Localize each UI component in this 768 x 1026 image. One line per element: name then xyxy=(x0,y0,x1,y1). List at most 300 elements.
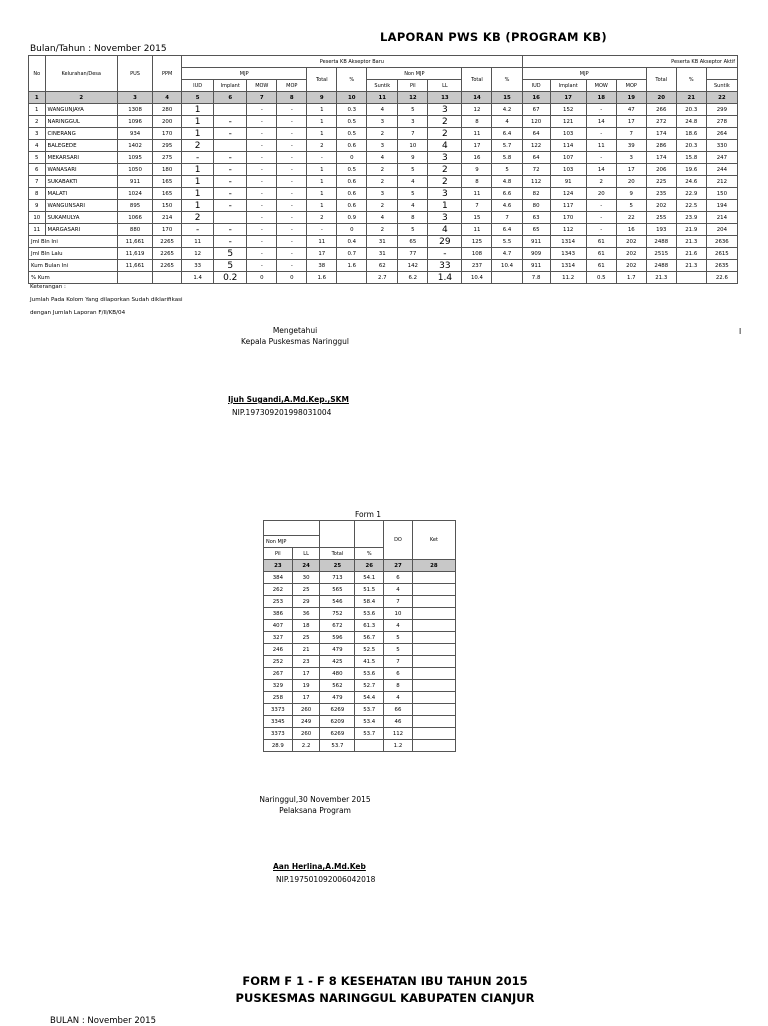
header-ppm: PPM xyxy=(153,56,182,92)
table-row xyxy=(264,716,456,728)
column-number: 7 xyxy=(247,92,277,104)
table-cell: 11,661 xyxy=(117,236,152,248)
table-cell: 16 xyxy=(616,224,646,236)
summary-row xyxy=(29,236,738,248)
column-number: 22 xyxy=(706,92,737,104)
table-cell: 204 xyxy=(706,224,737,236)
table-cell: 10.4 xyxy=(462,272,492,284)
desa-name: NARINGGUL xyxy=(45,116,117,128)
column-number: 14 xyxy=(462,92,492,104)
signature-name: Aan Herlina,A.Md.Keb xyxy=(273,862,366,871)
table-cell: 2 xyxy=(367,200,398,212)
table-cell: - xyxy=(214,236,247,248)
table-cell: 286 xyxy=(646,140,676,152)
table-cell: 2 xyxy=(586,176,616,188)
table-cell xyxy=(153,272,182,284)
table-cell: 2 xyxy=(428,164,462,176)
table-cell: 2 xyxy=(367,164,398,176)
table-cell: 9 xyxy=(29,200,46,212)
table-cell: 17 xyxy=(292,668,320,680)
column-number: 18 xyxy=(586,92,616,104)
table-cell: 51.5 xyxy=(355,584,384,596)
table-cell: 2488 xyxy=(646,260,676,272)
column-number: 23 xyxy=(264,560,293,572)
table-cell: 384 xyxy=(264,572,293,584)
table-cell: - xyxy=(277,236,307,248)
notes-line: dengan Jumlah Laporan F/II/KB/04 xyxy=(30,310,126,316)
table-cell: 2635 xyxy=(706,260,737,272)
table-cell: 895 xyxy=(117,200,152,212)
form1-header-pil: Pil xyxy=(264,548,293,560)
table-cell: 0 xyxy=(247,272,277,284)
table-cell: 206 xyxy=(646,164,676,176)
table-cell xyxy=(412,584,455,596)
table-cell: 1 xyxy=(307,164,337,176)
desa-name: MEKARSARI xyxy=(45,152,117,164)
table-cell: 1314 xyxy=(550,236,586,248)
table-cell: 2 xyxy=(182,140,214,152)
table-row xyxy=(264,596,456,608)
table-cell xyxy=(412,668,455,680)
table-cell: 122 xyxy=(522,140,550,152)
notes xyxy=(30,283,290,318)
table-cell: 244 xyxy=(706,164,737,176)
table-cell: 124 xyxy=(550,188,586,200)
table-cell: 22.6 xyxy=(706,272,737,284)
table-cell: 170 xyxy=(550,212,586,224)
table-cell: 295 xyxy=(153,140,182,152)
table-row xyxy=(29,224,738,236)
table-cell: 1096 xyxy=(117,116,152,128)
header-desa: Kelurahan/Desa xyxy=(45,56,117,92)
table-cell: - xyxy=(247,152,277,164)
table-cell: 4.8 xyxy=(492,176,522,188)
table-cell: 15.8 xyxy=(676,152,706,164)
table-cell: 1402 xyxy=(117,140,152,152)
table-cell: 4 xyxy=(29,140,46,152)
table-cell: 4 xyxy=(398,176,428,188)
table-cell: 14 xyxy=(586,116,616,128)
table-cell: 3373 xyxy=(264,728,293,740)
table-cell: 5 xyxy=(492,164,522,176)
header-implant-aktif: Implant xyxy=(550,80,586,92)
table-cell: 880 xyxy=(117,224,152,236)
table-cell: 9 xyxy=(616,188,646,200)
report-title: LAPORAN PWS KB (PROGRAM KB) xyxy=(380,30,607,44)
table-cell: 11 xyxy=(29,224,46,236)
table-cell: 0.6 xyxy=(337,200,367,212)
summary-label: Kum Bulan Ini xyxy=(29,260,118,272)
table-cell: 22.5 xyxy=(676,200,706,212)
column-number: 5 xyxy=(182,92,214,104)
column-number: 8 xyxy=(277,92,307,104)
table-cell: 64 xyxy=(522,152,550,164)
table-cell: 1 xyxy=(182,128,214,140)
table-cell: 33 xyxy=(428,260,462,272)
summary-label: % Kum xyxy=(29,272,118,284)
table-cell: 407 xyxy=(264,620,293,632)
table-cell: 713 xyxy=(320,572,355,584)
table-cell: 11 xyxy=(182,236,214,248)
table-cell: 65 xyxy=(398,236,428,248)
table-cell: 237 xyxy=(462,260,492,272)
table-cell: 266 xyxy=(646,104,676,116)
table-cell: 262 xyxy=(264,584,293,596)
table-cell: 10 xyxy=(384,608,413,620)
table-cell: 103 xyxy=(550,128,586,140)
table-cell: 255 xyxy=(646,212,676,224)
table-cell: 7 xyxy=(384,656,413,668)
header-mjp-aktif: MJP xyxy=(522,68,646,80)
table-cell: - xyxy=(277,116,307,128)
table-cell: 5 xyxy=(29,152,46,164)
table-cell: 214 xyxy=(153,212,182,224)
table-cell: 280 xyxy=(153,104,182,116)
table-cell: 3 xyxy=(367,116,398,128)
table-cell: 52.7 xyxy=(355,680,384,692)
table-cell: 1.6 xyxy=(307,272,337,284)
header-total: Total xyxy=(307,68,337,92)
table-cell: 1.4 xyxy=(182,272,214,284)
table-cell: - xyxy=(214,116,247,128)
table-cell: - xyxy=(214,224,247,236)
table-cell xyxy=(412,644,455,656)
table-cell: 31 xyxy=(367,236,398,248)
table-row xyxy=(29,200,738,212)
table-cell: 9 xyxy=(462,164,492,176)
table-cell: 6 xyxy=(29,164,46,176)
header-suntik: Suntik xyxy=(367,80,398,92)
table-cell: 479 xyxy=(320,644,355,656)
table-cell: - xyxy=(247,212,277,224)
table-cell: 5 xyxy=(616,200,646,212)
table-cell: 4.7 xyxy=(492,248,522,260)
table-cell: 25 xyxy=(292,632,320,644)
table-cell: 1.7 xyxy=(616,272,646,284)
table-cell: 2 xyxy=(307,212,337,224)
table-cell: - xyxy=(247,128,277,140)
table-cell: 22 xyxy=(616,212,646,224)
table-cell: 752 xyxy=(320,608,355,620)
table-cell: 17 xyxy=(292,692,320,704)
table-row xyxy=(29,104,738,116)
header-akseptor-baru: Peserta KB Akseptor Baru xyxy=(182,56,523,68)
table-cell xyxy=(412,656,455,668)
table-cell: 2 xyxy=(307,140,337,152)
summary-row xyxy=(29,272,738,284)
table-cell: 5 xyxy=(384,632,413,644)
table-cell: 0 xyxy=(337,224,367,236)
table-cell xyxy=(214,140,247,152)
table-cell: 5 xyxy=(398,188,428,200)
table-cell: 4 xyxy=(492,116,522,128)
table-cell: - xyxy=(277,200,307,212)
table-cell: 1050 xyxy=(117,164,152,176)
table-cell xyxy=(412,596,455,608)
table-cell: - xyxy=(277,176,307,188)
table-cell: 52.5 xyxy=(355,644,384,656)
table-cell: 272 xyxy=(646,116,676,128)
table-cell: - xyxy=(247,176,277,188)
table-cell: 11 xyxy=(462,224,492,236)
table-cell: 82 xyxy=(522,188,550,200)
desa-name: SUKAMULYA xyxy=(45,212,117,224)
table-cell: 252 xyxy=(264,656,293,668)
summary-row xyxy=(29,260,738,272)
table-cell: 91 xyxy=(550,176,586,188)
table-cell: - xyxy=(247,164,277,176)
table-row xyxy=(264,632,456,644)
table-cell: 565 xyxy=(320,584,355,596)
table-cell: 11.2 xyxy=(550,272,586,284)
column-number: 4 xyxy=(153,92,182,104)
table-cell: 33 xyxy=(182,260,214,272)
table-cell: 425 xyxy=(320,656,355,668)
main-report-table xyxy=(28,55,738,284)
column-number: 13 xyxy=(428,92,462,104)
table-cell: 6 xyxy=(384,668,413,680)
table-cell: 150 xyxy=(706,188,737,200)
signature-block-head xyxy=(200,326,390,346)
header-no: No xyxy=(29,56,46,92)
table-cell: 1 xyxy=(307,116,337,128)
table-cell: 2 xyxy=(428,176,462,188)
table-cell: 180 xyxy=(153,164,182,176)
column-number: 1 xyxy=(29,92,46,104)
table-cell: 4 xyxy=(428,224,462,236)
table-cell: 12 xyxy=(182,248,214,260)
table-row xyxy=(29,188,738,200)
table-cell: 61 xyxy=(586,260,616,272)
table-cell: 0.5 xyxy=(337,116,367,128)
table-cell: 0.5 xyxy=(586,272,616,284)
table-cell: 1343 xyxy=(550,248,586,260)
table-cell: 20 xyxy=(586,188,616,200)
table-cell: 247 xyxy=(706,152,737,164)
header-mow-aktif: MOW xyxy=(586,80,616,92)
table-cell: 4 xyxy=(384,584,413,596)
table-cell xyxy=(412,740,455,752)
desa-name: BALEGEDE xyxy=(45,140,117,152)
table-cell: 2 xyxy=(428,128,462,140)
table-cell: 0.3 xyxy=(337,104,367,116)
table-cell xyxy=(214,212,247,224)
table-cell: 53.6 xyxy=(355,608,384,620)
table-cell: 4 xyxy=(384,620,413,632)
table-cell: 77 xyxy=(398,248,428,260)
header-mop: MOP xyxy=(277,80,307,92)
table-cell: 24.8 xyxy=(676,116,706,128)
table-cell: 2488 xyxy=(646,236,676,248)
table-cell: - xyxy=(277,152,307,164)
table-cell: 25 xyxy=(292,584,320,596)
table-cell: - xyxy=(277,260,307,272)
table-cell: 23 xyxy=(292,656,320,668)
table-cell: 1314 xyxy=(550,260,586,272)
table-cell: 21 xyxy=(292,644,320,656)
table-cell: 170 xyxy=(153,128,182,140)
table-cell: 29 xyxy=(428,236,462,248)
column-number: 17 xyxy=(550,92,586,104)
table-cell: 2265 xyxy=(153,236,182,248)
table-cell: 3 xyxy=(398,116,428,128)
column-number: 15 xyxy=(492,92,522,104)
column-number: 20 xyxy=(646,92,676,104)
table-cell: 193 xyxy=(646,224,676,236)
table-cell: 21.3 xyxy=(676,260,706,272)
table-cell: 165 xyxy=(153,188,182,200)
table-row xyxy=(264,740,456,752)
table-cell: - xyxy=(307,152,337,164)
footer-line: PUSKESMAS NARINGGUL KABUPATEN CIANJUR xyxy=(235,991,535,1005)
table-cell: 1 xyxy=(428,200,462,212)
form1-header-percent: % xyxy=(355,548,384,560)
table-cell: 41.5 xyxy=(355,656,384,668)
table-cell: 1.6 xyxy=(337,260,367,272)
table-cell: 0.6 xyxy=(337,140,367,152)
table-cell: 562 xyxy=(320,680,355,692)
table-cell: 3 xyxy=(428,188,462,200)
form1-header-non-mjp: Non MJP xyxy=(264,536,320,548)
table-cell: 3 xyxy=(428,104,462,116)
table-cell: 2 xyxy=(182,212,214,224)
column-number: 24 xyxy=(292,560,320,572)
summary-row xyxy=(29,248,738,260)
table-cell: 4 xyxy=(428,140,462,152)
table-cell: 80 xyxy=(522,200,550,212)
table-cell: - xyxy=(277,188,307,200)
table-cell: 29 xyxy=(292,596,320,608)
footer-title xyxy=(200,973,570,1007)
table-row xyxy=(29,164,738,176)
table-cell: 2615 xyxy=(706,248,737,260)
table-cell: 22.9 xyxy=(676,188,706,200)
table-cell: - xyxy=(277,104,307,116)
table-cell: 47 xyxy=(616,104,646,116)
table-row xyxy=(29,116,738,128)
table-cell: 54.4 xyxy=(355,692,384,704)
table-cell: 53.7 xyxy=(320,740,355,752)
table-cell: 327 xyxy=(264,632,293,644)
table-cell: - xyxy=(307,224,337,236)
table-cell: 2 xyxy=(29,116,46,128)
table-cell xyxy=(412,680,455,692)
table-cell: 38 xyxy=(307,260,337,272)
table-cell: 0 xyxy=(277,272,307,284)
table-cell: 11,619 xyxy=(117,248,152,260)
table-row xyxy=(264,584,456,596)
table-cell: 911 xyxy=(117,176,152,188)
table-cell: 112 xyxy=(550,224,586,236)
table-cell: 174 xyxy=(646,152,676,164)
table-cell: 12 xyxy=(462,104,492,116)
table-cell: - xyxy=(214,176,247,188)
form1-header-ll: LL xyxy=(292,548,320,560)
table-cell: 329 xyxy=(264,680,293,692)
table-cell: 72 xyxy=(522,164,550,176)
table-cell: 1.2 xyxy=(384,740,413,752)
table-cell: - xyxy=(277,224,307,236)
table-cell: 546 xyxy=(320,596,355,608)
table-cell: 4.6 xyxy=(492,200,522,212)
table-row xyxy=(264,668,456,680)
margin-mark: I xyxy=(739,327,742,336)
table-cell: 5 xyxy=(384,644,413,656)
desa-name: MARGASARI xyxy=(45,224,117,236)
table-cell: 6.6 xyxy=(492,188,522,200)
table-cell: - xyxy=(428,248,462,260)
table-cell: 2 xyxy=(367,176,398,188)
table-cell: 0.7 xyxy=(337,248,367,260)
table-cell: 6.4 xyxy=(492,224,522,236)
table-cell: 152 xyxy=(550,104,586,116)
table-cell: 202 xyxy=(616,260,646,272)
column-number: 11 xyxy=(367,92,398,104)
table-cell: 150 xyxy=(153,200,182,212)
table-cell: 3 xyxy=(428,152,462,164)
table-cell: 5 xyxy=(398,224,428,236)
table-cell: 64 xyxy=(522,128,550,140)
table-cell: - xyxy=(247,104,277,116)
column-number: 9 xyxy=(307,92,337,104)
table-cell: 5.7 xyxy=(492,140,522,152)
table-cell: 11 xyxy=(462,188,492,200)
table-cell: - xyxy=(586,200,616,212)
form1-header-total: Total xyxy=(320,548,355,560)
table-cell: - xyxy=(277,248,307,260)
table-cell xyxy=(412,692,455,704)
table-cell: 3 xyxy=(616,152,646,164)
table-row xyxy=(264,620,456,632)
signature-role: Pelaksana Program xyxy=(279,806,351,815)
table-cell: 253 xyxy=(264,596,293,608)
header-percent: % xyxy=(492,68,522,92)
notes-label: Keterangan : xyxy=(30,284,66,290)
table-cell: 4.2 xyxy=(492,104,522,116)
table-cell: - xyxy=(182,224,214,236)
table-cell: 18 xyxy=(292,620,320,632)
table-cell xyxy=(337,272,367,284)
table-cell: 264 xyxy=(706,128,737,140)
form1-blank xyxy=(355,521,384,548)
table-row xyxy=(29,140,738,152)
table-cell: 14 xyxy=(586,164,616,176)
table-cell: 3 xyxy=(428,212,462,224)
table-cell: 18.6 xyxy=(676,128,706,140)
table-cell: 0.2 xyxy=(214,272,247,284)
table-cell: 120 xyxy=(522,116,550,128)
table-cell: 8 xyxy=(462,176,492,188)
notes-line: Jumlah Pada Kolom Yang dilaporkan Sudah diklarifikasi xyxy=(30,297,183,303)
header-blank xyxy=(706,68,737,80)
table-cell: 202 xyxy=(646,200,676,212)
header-total-aktif: Total xyxy=(646,68,676,92)
table-cell: 24.6 xyxy=(676,176,706,188)
table-cell: 67 xyxy=(522,104,550,116)
signature-line: Mengetahui xyxy=(272,326,318,335)
footer-period: BULAN : November 2015 xyxy=(50,1016,156,1026)
table-cell: 7 xyxy=(29,176,46,188)
table-cell: 112 xyxy=(522,176,550,188)
table-cell: 7 xyxy=(462,200,492,212)
header-implant: Implant xyxy=(214,80,247,92)
column-number: 28 xyxy=(412,560,455,572)
column-number: 12 xyxy=(398,92,428,104)
table-cell: 11,661 xyxy=(117,260,152,272)
table-cell: 3373 xyxy=(264,704,293,716)
header-suntik-aktif: Suntik xyxy=(706,80,737,92)
table-cell: - xyxy=(277,164,307,176)
